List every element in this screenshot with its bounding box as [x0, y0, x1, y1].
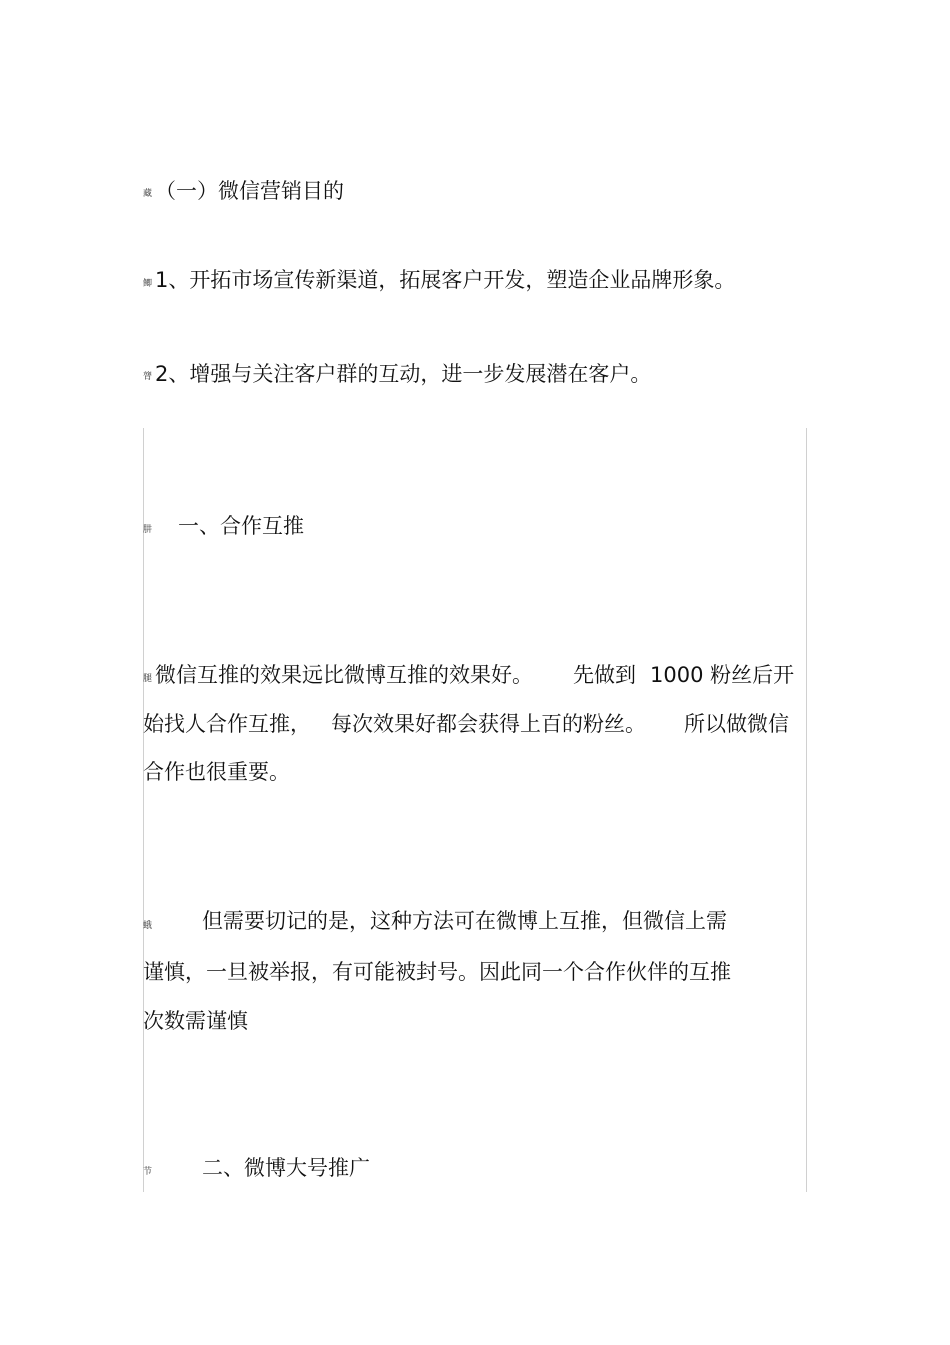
margin-marker: 节 — [143, 1167, 153, 1177]
list-item-2: 2、增强与关注客户群的互动，进一步发展潜在客户。 — [155, 362, 652, 386]
section-heading: （一）微信营销目的 — [155, 179, 344, 203]
paragraph-1-line-3: 合作也很重要。 — [143, 760, 290, 784]
list-item-1: 1、开拓市场宣传新渠道，拓展客户开发，塑造企业品牌形象。 — [155, 268, 736, 292]
text-segment: 始找人合作互推， — [143, 712, 311, 736]
part-title-weibo-promotion: 二、微博大号推广 — [202, 1156, 370, 1180]
text-segment: 微信互推的效果远比微博互推的效果好。 — [155, 663, 533, 687]
part-title-cooperation: 一、合作互推 — [178, 514, 304, 538]
paragraph-1-line-2 — [143, 710, 789, 738]
text-segment: 先做到 — [573, 663, 636, 687]
text-segment: 所以做微信 — [684, 712, 789, 736]
paragraph-2-line-3: 次数需谨慎 — [143, 1009, 248, 1033]
margin-marker: 鲫 — [143, 279, 153, 289]
margin-marker: 蛾 — [143, 921, 153, 931]
left-border-rule — [143, 428, 144, 1192]
margin-marker: 肼 — [143, 525, 153, 535]
paragraph-2-line-1: 但需要切记的是，这种方法可在微博上互推，但微信上需 — [202, 909, 727, 933]
margin-marker: 腿 — [143, 674, 153, 684]
paragraph-1-line-1 — [155, 661, 794, 689]
text-segment: 每次效果好都会获得上百的粉丝。 — [331, 712, 646, 736]
right-border-rule — [806, 428, 807, 1192]
margin-marker: 藏 — [143, 189, 153, 199]
text-segment: 1000 粉丝后开 — [650, 663, 795, 687]
margin-marker: 膂 — [143, 372, 153, 382]
paragraph-2-line-2: 谨慎，一旦被举报，有可能被封号。因此同一个合作伙伴的互推 — [143, 960, 731, 984]
